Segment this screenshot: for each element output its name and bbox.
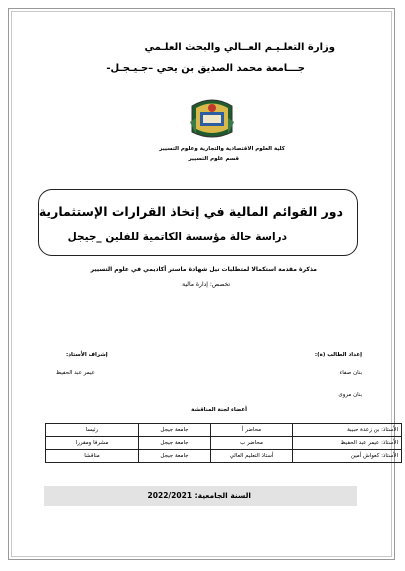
student-name: بنان مروى [338,392,362,398]
memo-description: مذكرة مقدمة استكمالا لمتطلبات نيل شهادة ماستر أكاديمي في علوم التسيير [90,266,317,273]
member-role: رئيسا [46,424,139,437]
academic-year-box [44,486,357,506]
member-role: مناقشا [46,450,139,463]
committee-table [45,423,402,463]
member-name: الأستاذ: بن زعدة حبيبة [293,424,402,437]
students-heading: إعداد الطالب (ة): [314,352,362,358]
member-name: الأستاذ: عيمر عبد الحفيظ [293,437,402,450]
table-row [46,450,402,463]
member-rank: أستاذ التعليم العالي [211,450,293,463]
thesis-subtitle: دراسة حالة مؤسسة الكاتمية للفلين _جيجل [67,231,287,243]
member-rank: محاضر أ [211,424,293,437]
table-row [46,424,402,437]
faculty-name: كلية العلوم الاقتصادية والتجارية وعلوم التسيير [159,146,285,152]
university-name: جـــامعة محمد الصديق بن يحي –جـيـجـل- [106,63,305,74]
table-row [46,437,402,450]
ministry-name: وزارة التعلـيـم العــالي والبحث العلـمي [144,42,335,53]
member-university: جامعة جيجل [139,424,211,437]
member-rank: محاضر ب [211,437,293,450]
member-university: جامعة جيجل [139,450,211,463]
member-university: جامعة جيجل [139,437,211,450]
member-role: مشرفا ومقررا [46,437,139,450]
university-logo-emblem [186,92,238,140]
member-name: الأستاذ: كعواش أمين [293,450,402,463]
title-box [38,189,358,256]
thesis-title: دور القوائم المالية في إتخاذ القرارات الإستثمارية [38,204,343,219]
student-name: بنان صفاء [339,370,362,376]
specialization: تخصص: إدارة مالية [182,281,230,288]
academic-year: السنة الجامعية: 2022/2021 [147,491,251,500]
department-name: قسم علوم التسيير [188,156,239,162]
supervisor-name: عيمر عبد الحفيظ [56,370,95,376]
supervisor-heading: إشراف الأستاذ: [66,352,108,358]
committee-heading: أعضاء لجنة المناقشة [191,407,247,413]
